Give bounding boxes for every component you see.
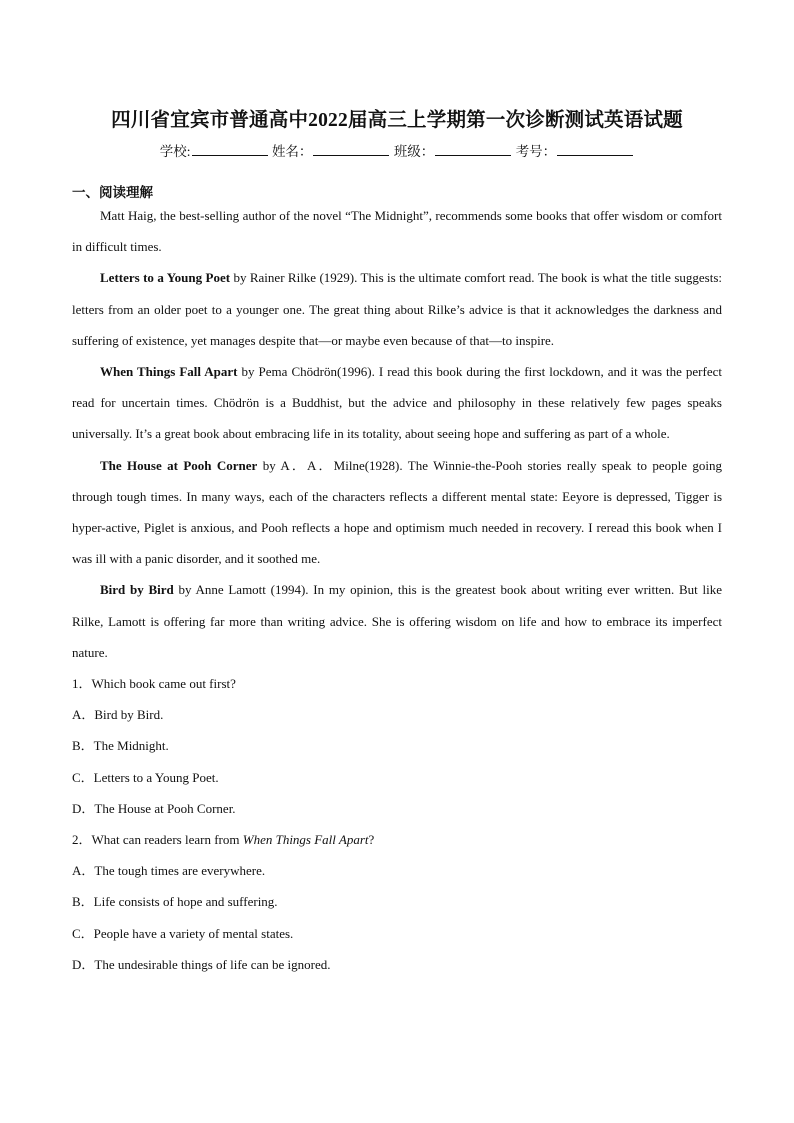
book-title: Bird by Bird [100, 582, 174, 598]
book-description: by A．A．Milne(1928). The Winnie-the-Pooh stories really speak to people going through tough times. In many ways, each of the characters reflects a different mental state: Eeyore is depressed, Tigger is hyper-active, Piglet is anxious, and Pooh reflects a hope and optimism much needed in recovery. I reread this book when I was ill with a panic disorder, and it soothed me. [72, 457, 722, 567]
question-stem-prefix: 2．What can readers learn from [72, 832, 243, 848]
exam-number-label: 考号： [515, 144, 557, 159]
book-paragraph [72, 262, 722, 356]
answer-option[interactable]: D．The undesirable things of life can be ignored. [72, 956, 331, 972]
book-title: Letters to a Young Poet [100, 270, 231, 286]
answer-option[interactable]: D．The House at Pooh Corner. [72, 800, 236, 816]
question-stem: 1．Which book came out first? [72, 676, 236, 692]
answer-option[interactable]: C．People have a variety of mental states. [72, 925, 294, 941]
student-info-line [72, 140, 722, 160]
book-description: by Rainer Rilke (1929). This is the ultimate comfort read. The book is what the title suggests: letters from an older poet to a younger one. The great thing about Rilke’s advice is that it acknowledges the darkness and suffering of existence, yet manages despite that—or maybe even because of that—to inspire. [72, 270, 722, 348]
exam-title: 四川省宜宾市普通高中2022届高三上学期第一次诊断测试英语试题 [111, 110, 683, 131]
book-description: by Pema Chödrön(1996). I read this book during the first lockdown, and it was the perfect read for uncertain times. Chödrön is a Buddhist, but the advice and philosophy in these relatively few pages speaks universally. It’s a great book about embracing life in its totality, about seeing hope and suffering as part of a whole. [72, 364, 722, 442]
class-blank[interactable] [435, 143, 511, 156]
school-blank[interactable] [192, 143, 268, 156]
school-label: 学校: [159, 144, 191, 159]
answer-option[interactable]: A．Bird by Bird. [72, 707, 164, 723]
question-stem-suffix: ? [368, 832, 375, 848]
book-description: by Anne Lamott (1994). In my opinion, this is the greatest book about writing ever written. But like Rilke, Lamott is offering far more than writing advice. She is offering wisdom on life and how to embrace its imperfect nature. [72, 582, 722, 660]
class-label: 班级： [393, 144, 435, 159]
intro-paragraph: Matt Haig, the best-selling author of the novel “The Midnight”, recommends some books that offer wisdom or comfort in difficult times. [72, 208, 722, 255]
book-paragraph [72, 356, 722, 450]
answer-option[interactable]: B．The Midnight. [72, 738, 169, 754]
name-label: 姓名： [271, 144, 313, 159]
question-stem-book-title: When Things Fall Apart [242, 832, 369, 848]
reading-passage [72, 200, 722, 980]
section-heading: 一、阅读理解 [72, 185, 153, 200]
answer-option[interactable]: B．Life consists of hope and suffering. [72, 894, 278, 910]
name-blank[interactable] [313, 143, 389, 156]
question-stem [72, 824, 722, 855]
book-title: The House at Pooh Corner [100, 457, 258, 473]
answer-option[interactable]: A．The tough times are everywhere. [72, 863, 266, 879]
book-title: When Things Fall Apart [100, 364, 238, 380]
book-paragraph [72, 574, 722, 668]
exam-number-blank[interactable] [557, 143, 633, 156]
book-paragraph [72, 450, 722, 575]
answer-option[interactable]: C．Letters to a Young Poet. [72, 769, 219, 785]
